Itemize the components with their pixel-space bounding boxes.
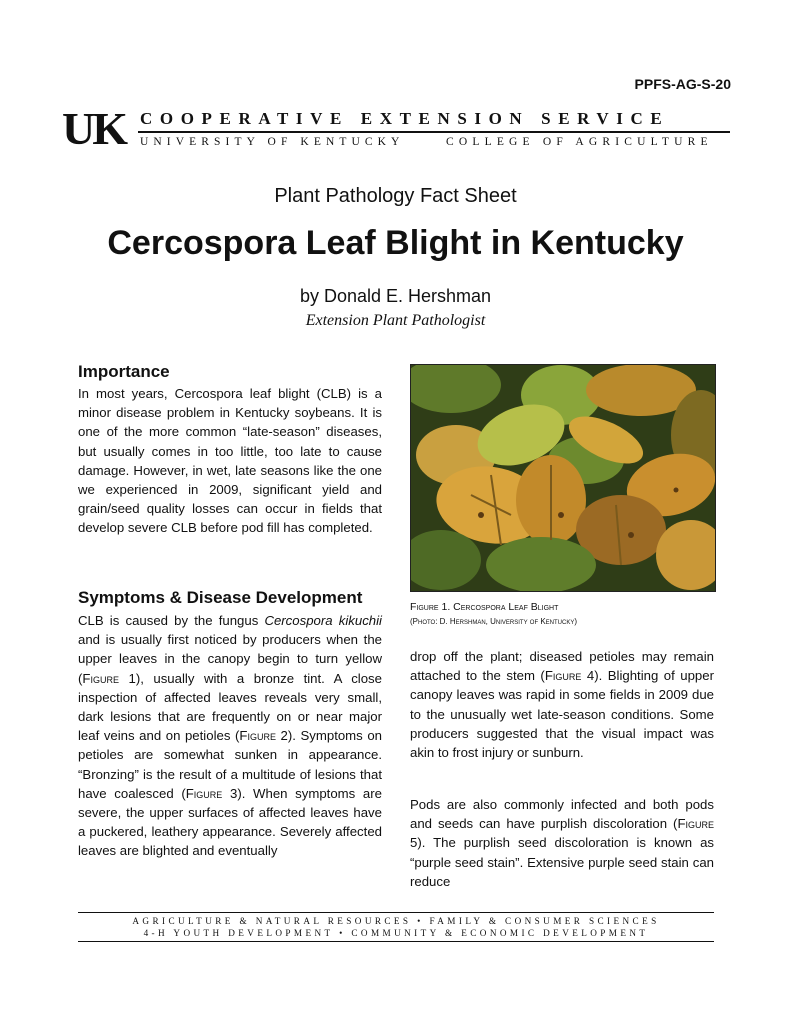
figure-reference: Figure 4	[544, 668, 595, 684]
text-segment: ). Blighting of upper canopy leaves was rapid in some fields in 2009 due to the unusually wet late-season conditions. Some producers suggested that the visual impact was akin to frost injury or sunburn.	[410, 668, 714, 761]
series-title: Plant Pathology Fact Sheet	[274, 185, 517, 207]
figure-reference: Figure 2	[239, 728, 288, 744]
text-segment: and is usually first noticed by producers when the upper leaves in the canopy begin to turn yellow (	[78, 632, 382, 686]
text-segment: ). Symptoms on petioles are somewhat sunken in appearance. “Bronzing” is the result of a multitude of lesions that have coalesced (	[78, 728, 382, 801]
symptoms-heading: Symptoms & Disease Development	[78, 588, 363, 607]
footer-rule-top	[78, 912, 714, 913]
text-segment: ). When symptoms are severe, the upper surfaces of affected leaves have a puckered, leathery appearance. Severely affected leaves are blighted and eventually	[78, 785, 382, 859]
leaf-blight-photo	[410, 364, 716, 592]
importance-paragraph: In most years, Cercospora leaf blight (CLB) is a minor disease problem in Kentucky soybeans. It is one of the more common “late-season” diseases, but usually comes in too little, too late to cause damage. However, in wet, late seasons like the one we experienced in 2009, significant yield and grain/seed quality losses can occur in fields that develop severe CLB before pod fill has completed.	[78, 386, 382, 536]
text-segment: ). The purplish seed discoloration is known as “purple seed stain”. Extensive purple seed stain can reduce	[410, 835, 714, 889]
figure-reference: Figure 5	[410, 816, 714, 851]
symptoms-paragraph	[78, 611, 382, 861]
footer-program-line-1: AGRICULTURE & NATURAL RESOURCES • FAMILY & CONSUMER SCIENCES	[132, 916, 660, 926]
organization-name: COOPERATIVE EXTENSION SERVICE	[140, 109, 670, 128]
footer-rule-bottom	[78, 941, 714, 942]
document-code: PPFS-AG-S-20	[634, 76, 731, 92]
figure-credit: (Photo: D. Hershman, University of Kentucky)	[410, 617, 578, 626]
figure-caption: Figure 1. Cercospora Leaf Blight	[410, 601, 559, 613]
leaf-photo-illustration	[411, 365, 715, 591]
right-paragraph-1	[410, 647, 714, 762]
text-segment: Pods are also commonly infected and both pods and seeds can have purplish discoloration (	[410, 797, 714, 832]
right-paragraph-2	[410, 795, 714, 891]
importance-heading: Importance	[78, 362, 170, 381]
author-line: by Donald E. Hershman	[299, 286, 492, 306]
figure-reference: Figure 3	[185, 785, 238, 801]
text-segment: drop off the plant; diseased petioles may remain attached to the stem (	[410, 649, 714, 684]
college-name: COLLEGE OF AGRICULTURE	[446, 136, 713, 148]
text-segment: CLB is caused by the fungus	[78, 613, 265, 628]
footer-program-line-2: 4-H YOUTH DEVELOPMENT • COMMUNITY & ECONOMIC DEVELOPMENT	[143, 928, 649, 938]
text-segment: ), usually with a bronze tint. A close inspection of affected leaves reveals very small, dark lesions that are frequently on or near major leaf veins and on petioles (	[78, 670, 382, 744]
figure-reference: Figure 1	[82, 670, 136, 686]
species-name: Cercospora kikuchii	[264, 613, 382, 628]
uk-logo: UK	[62, 103, 125, 154]
page-title: Cercospora Leaf Blight in Kentucky	[107, 224, 684, 262]
author-role: Extension Plant Pathologist	[305, 312, 486, 329]
header-rule	[138, 131, 730, 133]
university-name: UNIVERSITY OF KENTUCKY	[140, 136, 405, 148]
